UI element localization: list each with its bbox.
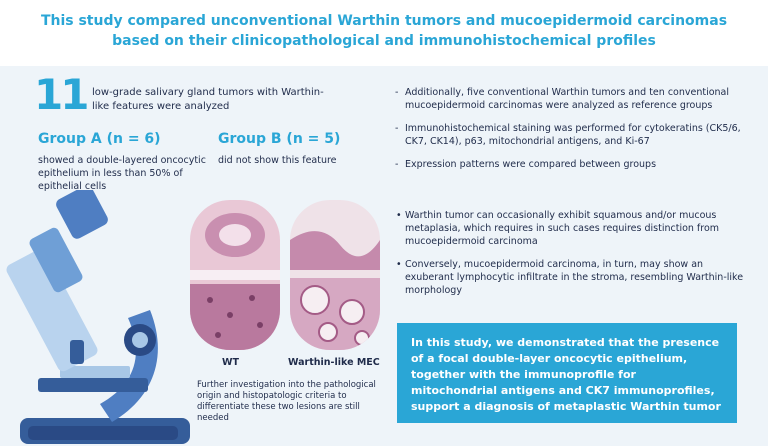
group-b-title: Group B (n = 5)	[218, 131, 341, 147]
group-b-desc: did not show this feature	[218, 155, 337, 166]
microscope-icon	[0, 190, 200, 446]
bullet-list-methods	[395, 86, 745, 181]
list-item: - Immunohistochemical staining was performed for cytokeratins (CK5/6, CK7, CK14), p63, mitochondrial antigens, and Ki-67	[395, 123, 741, 147]
list-item: - Expression patterns were compared between groups	[395, 159, 657, 170]
page-title: This study compared unconventional Warthin tumors and mucoepidermoid carcinomas based on their clinicopathological and immunohistochemical profiles	[40, 13, 728, 49]
further-note: Further investigation into the pathological origin and histopatologic criteria to differentiate these two lesions are still needed	[197, 380, 376, 423]
list-item: • Conversely, mucoepidermoid carcinoma, in turn, may show an exuberant lymphocytic infiltrate in the stroma, resembling Warthin-like morphology	[396, 259, 744, 296]
header-banner	[0, 0, 768, 66]
wt-micrograph	[190, 200, 280, 350]
wt-label: WT	[222, 357, 239, 368]
conclusion-text: In this study, we demonstrated that the presence of a focal double-layer oncocytic epithelium, together with the immunoprofile for mitochondrial antigens and CK7 immunoprofiles, support a diagnosis of metaplastic Warthin tumor	[411, 336, 721, 413]
mec-label: Warthin-like MEC	[288, 357, 380, 368]
conclusion-box	[397, 323, 737, 423]
warthin-like-mec-micrograph	[290, 200, 380, 350]
group-a-title: Group A (n = 6)	[38, 131, 161, 147]
group-a-desc: showed a double-layered oncocytic epithelium in less than 50% of epithelial cells	[38, 155, 206, 192]
bullet-list-background	[395, 209, 745, 307]
tumor-count: 11	[34, 70, 87, 119]
intro-text: low-grade salivary gland tumors with Warthin-like features were analyzed	[92, 87, 324, 112]
list-item: - Additionally, five conventional Warthin tumors and ten conventional mucoepidermoid carcinomas were analyzed as reference groups	[395, 87, 730, 111]
list-item: • Warthin tumor can occasionally exhibit squamous and/or mucous metaplasia, which requires in such cases requires distinction from mucoepidermoid carcinoma	[396, 210, 720, 247]
